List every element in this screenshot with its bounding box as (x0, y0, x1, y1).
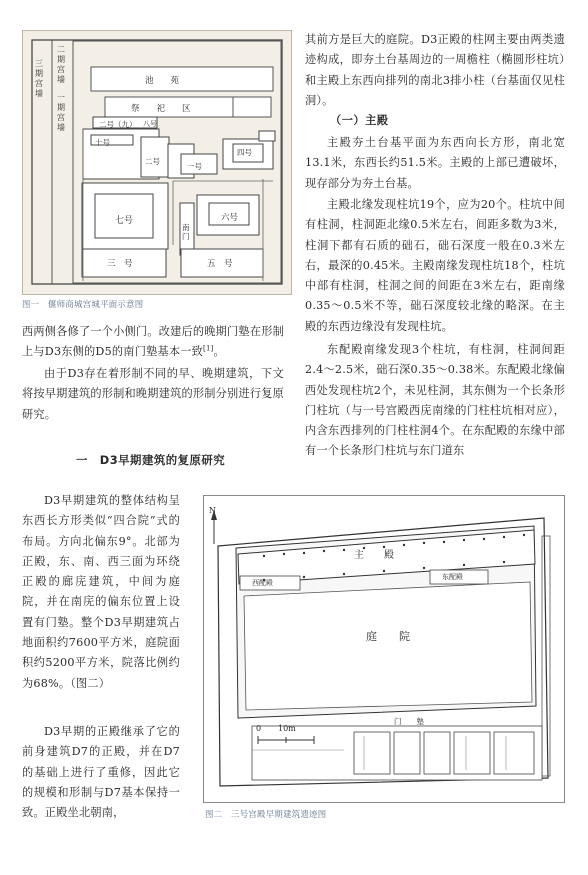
label-no8: 八号 (143, 120, 157, 128)
label-courtyard: 庭 院 (366, 630, 410, 643)
early-building-drawing (204, 496, 564, 802)
label-east-wing: 东配殿 (442, 573, 463, 581)
label-third-phase-wall: 三期宫墙 (35, 59, 43, 98)
left-bottom-paragraph-1: D3早期建筑的整体结构呈东西长方形类似“四合院”式的布局。方向北偏东9°。北部为正殿，东、南、西三面为环绕正殿的廊庑建筑，中间为庭院，并在南庑的偏东位置上设置有门塾。整个D3早期建筑占地面积约7600平方米，庭院面积约5200平方米，院落比例约为68%。（图二） (22, 494, 180, 690)
label-west-wing: 西配殿 (252, 579, 273, 587)
section-title-main-hall: （一）主殿 (330, 113, 389, 127)
label-gate: 门 塾 (394, 717, 424, 726)
scale-10m: 10m (278, 724, 296, 733)
label-no10: 十号 (95, 138, 110, 147)
figure2-caption: 图二 三号宫殿早期建筑遗迹图 (205, 809, 327, 819)
right-paragraph-4: 东配殿南缘发现3个柱坑，有柱洞，柱洞间距2.4～2.5米，础石深0.35～0.38米。东配殿北缘偏西处发现柱坑2个，未见柱洞，其东侧为一个长条形门柱坑（与一号宫殿西庑南缘的门柱柱坑相对应），内含东西排列的门柱柱洞4个。在东配殿的东缘中部有一个长条形门柱坑与东门道东 (305, 343, 565, 458)
left-paragraph-1-end: 。 (213, 345, 225, 359)
label-no2-nine: 二号（九） (99, 120, 137, 129)
figure-palace-plan (22, 30, 292, 295)
section-heading-early: 一 D3早期建筑的复原研究 (76, 453, 226, 467)
scale-zero: 0 (256, 724, 262, 733)
label-no4: 四号 (237, 148, 252, 157)
north-arrow-label: N (209, 506, 216, 515)
right-paragraph-2: 主殿夯土台基平面为东西向长方形，南北宽13.1米，东西长约51.5米。主殿的上部已遭破坏，现存部分为夯土台基。 (305, 136, 565, 190)
label-no1: 一号 (187, 162, 202, 171)
left-paragraph-1-text: 西两侧各修了一个小侧门。改建后的晚期门塾在形制上与D3东侧的D5的南门塾基本一致 (22, 325, 284, 359)
label-sacrifice: 祭 祀 区 (131, 104, 191, 114)
right-paragraph-3: 主殿北缘发现柱坑19个，应为20个。柱坑中间有柱洞，柱洞距北缘0.5米左右，间距多数为3米，柱洞下都有石质的础石，础石深度一般在0.3米左右，最深的0.45米。主殿南缘发现柱坑18个，柱坑中部有柱洞，柱洞之间的间距在3米左右，距南缘0.35～0.5米不等，础石深度较北缘的略深。在主殿的东西边缘没有发现柱坑。 (305, 198, 565, 333)
label-no5: 五 号 (207, 259, 233, 269)
label-no2: 二号 (145, 157, 160, 166)
label-no6: 六号 (221, 213, 239, 223)
figure1-caption: 图一 偃师商城宫城平面示意图 (22, 299, 144, 309)
right-paragraph-1: 其前方是巨大的庭院。D3正殿的柱网主要由两类遗迹构成，即夯土台基周边的一周檐柱（椭圆形柱坑）和主殿上东西向排列的南北3排小柱（台基面仅见柱洞）。 (305, 33, 565, 107)
figure-early-building-plan (203, 495, 565, 803)
left-paragraph-1 (22, 322, 284, 363)
label-no3: 三 号 (107, 259, 133, 269)
label-first-phase-wall: 一期宫墙 (57, 93, 65, 132)
left-bottom-paragraph-2: D3早期的正殿继承了它的前身建筑D7的正殿，并在D7的基础上进行了重修，因此它的规模和形制与D7基本保持一致。正殿坐北朝南， (22, 725, 180, 820)
label-south-gate: 南门 (182, 223, 190, 241)
label-no7: 七号 (115, 216, 134, 226)
left-paragraph-2: 由于D3存在着形制不同的早、晚期建筑，下文将按早期建筑的形制和晚期建筑的形制分别进行复原研究。 (22, 367, 284, 421)
label-second-phase-wall: 二期宫墙 (57, 45, 65, 84)
label-pool: 池 苑 (145, 76, 180, 86)
label-main-hall: 主 殿 (354, 550, 394, 561)
reference-1[interactable]: [1] (203, 344, 214, 353)
